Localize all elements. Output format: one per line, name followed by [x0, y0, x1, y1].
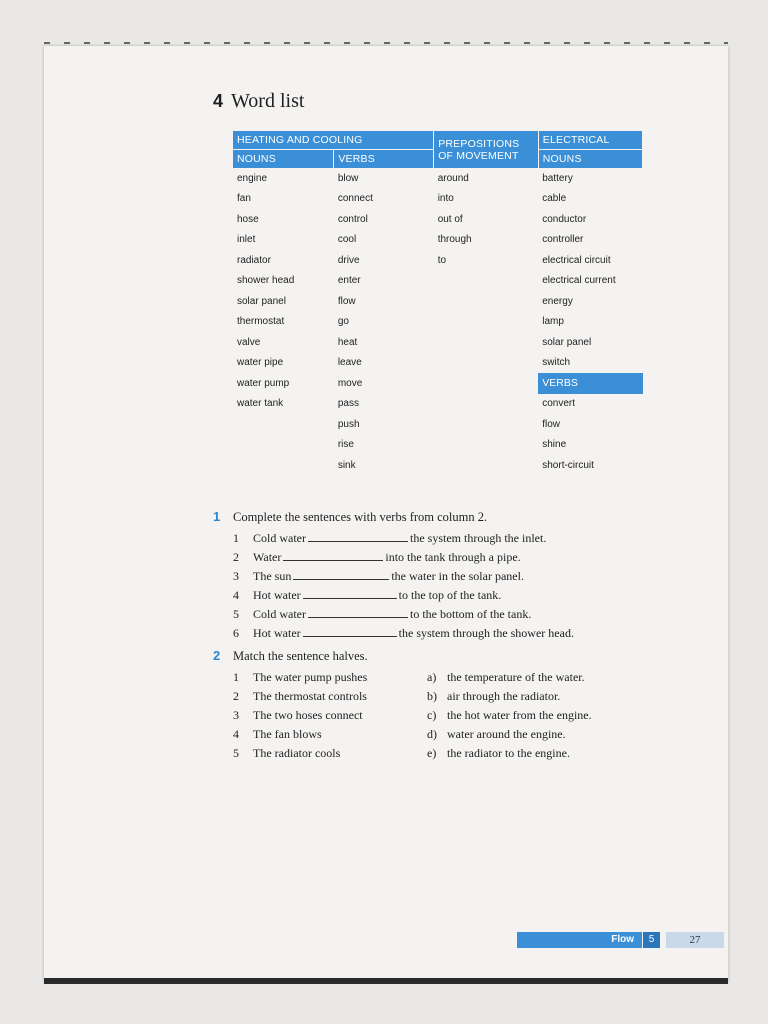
header-heating-cooling: HEATING AND COOLING	[233, 131, 434, 150]
item-letter: b)	[427, 689, 437, 703]
table-cell	[434, 271, 539, 292]
table-row	[233, 312, 643, 333]
table-cell: shine	[538, 435, 642, 456]
sentence-end: the system through the shower head.	[398, 626, 574, 640]
table-cell: battery	[538, 168, 642, 189]
table-cell: blow	[334, 168, 434, 189]
sentence-end: to the top of the tank.	[398, 588, 502, 602]
header-verbs: VERBS	[334, 150, 434, 169]
table-row	[233, 435, 643, 456]
exercise-2-instruction: Match the sentence halves.	[233, 649, 368, 663]
table-cell: shower head	[233, 271, 334, 292]
match-right-item	[427, 670, 585, 685]
header-nouns: NOUNS	[233, 150, 334, 169]
section-title-text: Word list	[231, 90, 305, 112]
exercise-1-sentence	[233, 607, 531, 622]
table-cell: controller	[538, 230, 642, 251]
table-row	[233, 373, 643, 394]
table-cell	[434, 312, 539, 333]
table-cell	[434, 455, 539, 476]
table-cell: through	[434, 230, 539, 251]
footer-unit-number: 5	[642, 932, 660, 948]
header-prepositions: PREPOSITIONS OF MOVEMENT	[434, 131, 539, 168]
torn-page-edge	[44, 38, 728, 48]
table-cell: move	[334, 373, 434, 394]
item-number: 4	[233, 727, 239, 741]
item-text: water around the engine.	[447, 727, 566, 741]
table-cell: water tank	[233, 394, 334, 415]
table-cell: convert	[538, 394, 642, 415]
table-cell	[233, 414, 334, 435]
match-left-item	[233, 670, 367, 685]
table-cell: connect	[334, 189, 434, 210]
table-cell: drive	[334, 250, 434, 271]
table-cell: out of	[434, 209, 539, 230]
table-cell: flow	[334, 291, 434, 312]
table-cell: into	[434, 189, 539, 210]
table-cell: inlet	[233, 230, 334, 251]
sentence-number: 3	[233, 569, 239, 583]
exercise-1-instruction: Complete the sentences with verbs from column 2.	[233, 510, 488, 524]
footer-unit-bar	[517, 932, 660, 948]
sentence-number: 2	[233, 550, 239, 564]
item-letter: c)	[427, 708, 437, 722]
sentence-end: the system through the inlet.	[410, 531, 547, 545]
exercise-1-number: 1	[213, 509, 221, 524]
sentence-start: Cold water	[253, 607, 306, 621]
exercise-1-sentence	[233, 588, 501, 603]
table-cell	[434, 291, 539, 312]
item-text: The water pump pushes	[253, 670, 368, 684]
item-letter: e)	[427, 746, 437, 760]
section-number: 4	[213, 91, 224, 111]
match-right-item	[427, 708, 592, 723]
table-cell	[233, 455, 334, 476]
table-cell: thermostat	[233, 312, 334, 333]
table-cell: solar panel	[233, 291, 334, 312]
table-cell	[434, 414, 539, 435]
table-row	[233, 271, 643, 292]
table-cell: control	[334, 209, 434, 230]
sentence-number: 5	[233, 607, 239, 621]
match-right-item	[427, 689, 560, 704]
sentence-start: Cold water	[253, 531, 306, 545]
header-electrical-nouns: NOUNS	[538, 150, 642, 169]
table-cell: water pump	[233, 373, 334, 394]
item-number: 1	[233, 670, 239, 684]
table-cell: valve	[233, 332, 334, 353]
match-right-item	[427, 746, 570, 761]
page-bottom-edge	[44, 978, 728, 984]
table-cell: solar panel	[538, 332, 642, 353]
table-cell: to	[434, 250, 539, 271]
section-title	[213, 90, 304, 113]
item-text: The fan blows	[253, 727, 322, 741]
table-cell: heat	[334, 332, 434, 353]
table-row	[233, 353, 643, 374]
sentence-start: The sun	[253, 569, 292, 583]
table-cell: electrical current	[538, 271, 642, 292]
exercise-1-sentence	[233, 550, 521, 565]
sentence-start: Hot water	[253, 626, 301, 640]
table-cell: rise	[334, 435, 434, 456]
table-cell	[233, 435, 334, 456]
match-left-item	[233, 746, 340, 761]
answer-blank[interactable]	[283, 551, 383, 561]
table-cell: radiator	[233, 250, 334, 271]
answer-blank[interactable]	[303, 589, 397, 599]
table-cell: cable	[538, 189, 642, 210]
footer-unit-label: Flow	[611, 934, 634, 945]
table-row	[233, 209, 643, 230]
table-cell: electrical circuit	[538, 250, 642, 271]
table-cell: enter	[334, 271, 434, 292]
table-row	[233, 250, 643, 271]
table-row	[233, 230, 643, 251]
table-row	[233, 455, 643, 476]
table-cell: flow	[538, 414, 642, 435]
table-cell	[434, 435, 539, 456]
item-letter: d)	[427, 727, 437, 741]
table-cell: cool	[334, 230, 434, 251]
sentence-end: to the bottom of the tank.	[410, 607, 532, 621]
sentence-number: 1	[233, 531, 239, 545]
answer-blank[interactable]	[308, 608, 408, 618]
sentence-start: Hot water	[253, 588, 301, 602]
match-right-item	[427, 727, 566, 742]
answer-blank[interactable]	[308, 532, 408, 542]
table-cell: engine	[233, 168, 334, 189]
item-text: The thermostat controls	[253, 689, 367, 703]
exercise-1-sentence	[233, 626, 574, 641]
sentence-start: Water	[253, 550, 282, 564]
answer-blank[interactable]	[303, 627, 397, 637]
page-number: 27	[666, 932, 724, 948]
item-text: The radiator cools	[253, 746, 341, 760]
exercise-1-sentence	[233, 569, 524, 584]
table-cell: lamp	[538, 312, 642, 333]
exercise-2-number: 2	[213, 648, 221, 663]
table-cell: push	[334, 414, 434, 435]
table-cell: energy	[538, 291, 642, 312]
item-text: the temperature of the water.	[447, 670, 585, 684]
match-left-item	[233, 727, 322, 742]
table-cell: short-circuit	[538, 455, 642, 476]
item-number: 2	[233, 689, 239, 703]
item-letter: a)	[427, 670, 437, 684]
table-cell	[434, 394, 539, 415]
table-cell: conductor	[538, 209, 642, 230]
table-cell: fan	[233, 189, 334, 210]
table-cell: VERBS	[538, 373, 642, 394]
answer-blank[interactable]	[293, 570, 389, 580]
table-row	[233, 168, 643, 189]
table-row	[233, 291, 643, 312]
item-text: the radiator to the engine.	[447, 746, 570, 760]
table-row	[233, 394, 643, 415]
sentence-end: the water in the solar panel.	[391, 569, 524, 583]
match-left-item	[233, 689, 367, 704]
sentence-number: 6	[233, 626, 239, 640]
table-cell	[434, 332, 539, 353]
table-cell	[434, 373, 539, 394]
word-list-table	[233, 131, 643, 476]
item-number: 5	[233, 746, 239, 760]
sentence-number: 4	[233, 588, 239, 602]
item-text: the hot water from the engine.	[447, 708, 592, 722]
table-cell: water pipe	[233, 353, 334, 374]
table-cell: sink	[334, 455, 434, 476]
table-cell: pass	[334, 394, 434, 415]
item-text: The two hoses connect	[253, 708, 363, 722]
table-row	[233, 414, 643, 435]
table-cell: switch	[538, 353, 642, 374]
header-electrical: ELECTRICAL	[538, 131, 642, 150]
table-cell: leave	[334, 353, 434, 374]
table-row	[233, 189, 643, 210]
table-cell: hose	[233, 209, 334, 230]
table-row	[233, 332, 643, 353]
table-cell: go	[334, 312, 434, 333]
match-left-item	[233, 708, 363, 723]
word-list-body	[233, 168, 643, 476]
item-number: 3	[233, 708, 239, 722]
exercise-1-sentence	[233, 531, 546, 546]
item-text: air through the radiator.	[447, 689, 561, 703]
sentence-end: into the tank through a pipe.	[385, 550, 521, 564]
table-cell: around	[434, 168, 539, 189]
table-cell	[434, 353, 539, 374]
